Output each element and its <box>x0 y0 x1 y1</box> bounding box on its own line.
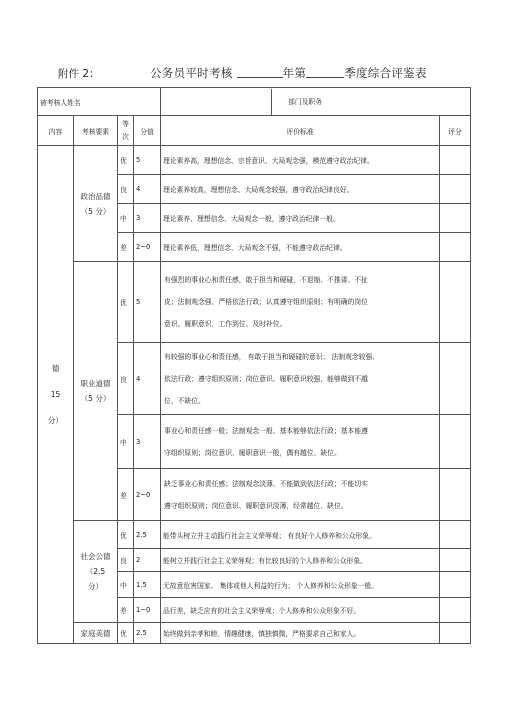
quarter-blank <box>306 67 344 78</box>
criteria-cell: 有较强的事业心和责任感， 有敢于担当和硬碰的意识； 法制观念较强、 依法行政；遵守组织原则；岗位意识、履职意识较强，能够做到不越 位、不缺位。 <box>161 343 440 415</box>
title-part-2: 年第 <box>282 66 307 80</box>
grade-cell: 优 <box>118 146 134 175</box>
col-content: 内容 <box>38 116 74 146</box>
title-part-1: 公务员平时考核 <box>150 66 233 80</box>
professional-element: 职业道德 （5 分） <box>74 262 118 521</box>
score-cell: 5 <box>134 146 161 175</box>
score-cell: 3 <box>134 415 161 469</box>
criteria-cell: 能带头树立并主动践行社会主义荣辱观； 有良好个人修养和公众形象。 <box>161 521 440 549</box>
rating-input-cell[interactable] <box>440 204 471 233</box>
annex-label: 附件 2： <box>58 68 100 80</box>
criteria-cell: 理论素养高，理想信念、宗旨意识、大局观念强，模范遵守政治纪律。 <box>161 146 440 175</box>
score-cell: 2.5 <box>134 623 161 644</box>
score-cell: 2~0 <box>134 469 161 521</box>
grade-cell: 优 <box>118 623 134 644</box>
social-element: 社会公德 （2.5 分） <box>74 521 118 623</box>
rating-input-cell[interactable] <box>440 598 471 623</box>
criteria-cell: 事业心和责任感一般；法制观念一般、基本能够依法行政；基本能遵 守组织原则；岗位意识、履职意识一般，偶有越位、缺位。 <box>161 415 440 469</box>
de-section-label: 德 15 分） <box>38 146 74 644</box>
score-cell: 4 <box>134 175 161 204</box>
criteria-cell: 无故意危害国家、 集体或他人利益的行为； 个人修养和公众形象一般。 <box>161 572 440 598</box>
evaluation-table <box>37 87 471 644</box>
table-row <box>38 146 471 175</box>
grade-cell: 中 <box>118 204 134 233</box>
criteria-cell: 理论素养较高，理想信念、大局观念较强，遵守政治纪律良好。 <box>161 175 440 204</box>
score-cell: 4 <box>134 343 161 415</box>
criteria-cell: 有强烈的事业心和责任感，敢于担当和硬碰，不退缩、不推诿、不扯 皮；法制观念强、严格依法行政；认真遵守组织原则；有明确的岗位 意识、履职意识，工作到位、及时补位。 <box>161 262 440 343</box>
table-row <box>38 623 471 644</box>
dept-label: 部门及职务 <box>288 97 323 106</box>
document-header <box>0 66 505 86</box>
grade-cell: 良 <box>118 175 134 204</box>
criteria-cell: 缺乏事业心和责任感；法制观念淡薄、不能做到依法行政；不能切实 遵守组织原则；岗位意识、履职意识淡薄，经常越位、缺位。 <box>161 469 440 521</box>
rating-input-cell[interactable] <box>440 623 471 644</box>
col-element: 考核要素 <box>74 116 118 146</box>
col-score: 分值 <box>134 116 161 146</box>
name-row <box>38 88 471 116</box>
rating-input-cell[interactable] <box>440 549 471 572</box>
year-blank <box>237 67 283 78</box>
family-element: 家庭美德 <box>74 623 118 644</box>
rating-input-cell[interactable] <box>440 343 471 415</box>
table-row <box>38 521 471 549</box>
col-grade: 等 次 <box>118 116 134 146</box>
rating-input-cell[interactable] <box>440 415 471 469</box>
score-cell: 2~0 <box>134 233 161 262</box>
grade-cell: 差 <box>118 598 134 623</box>
grade-cell: 优 <box>118 521 134 549</box>
grade-cell: 良 <box>118 549 134 572</box>
rating-input-cell[interactable] <box>440 146 471 175</box>
score-cell: 1.5 <box>134 572 161 598</box>
criteria-cell: 品行差，缺乏应有的社会主义荣辱观；个人修养和公众形象不好。 <box>161 598 440 623</box>
grade-cell: 优 <box>118 262 134 343</box>
table-row <box>38 262 471 343</box>
rating-input-cell[interactable] <box>440 521 471 549</box>
criteria-cell: 理论素养、理想信念、大局观念一般，遵守政治纪律一般。 <box>161 204 440 233</box>
score-cell: 2 <box>134 549 161 572</box>
dept-cell <box>161 88 471 116</box>
score-cell: 1~0 <box>134 598 161 623</box>
rating-input-cell[interactable] <box>440 175 471 204</box>
name-label: 被考核人姓名 <box>38 88 161 116</box>
form-title <box>150 65 427 81</box>
score-cell: 3 <box>134 204 161 233</box>
name-value-blank[interactable] <box>163 89 272 115</box>
criteria-cell: 始终做到亲孝和睦、情趣健康、慎独慎微，严格要求自己和家人。 <box>161 623 440 644</box>
rating-input-cell[interactable] <box>440 469 471 521</box>
grade-cell: 差 <box>118 233 134 262</box>
title-part-3: 季度综合评鉴表 <box>344 66 427 80</box>
rating-input-cell[interactable] <box>440 572 471 598</box>
criteria-cell: 能树立并践行社会主义荣辱观；有比较良好的个人修养和公众形象。 <box>161 549 440 572</box>
col-criteria: 评价标准 <box>161 116 440 146</box>
rating-input-cell[interactable] <box>440 233 471 262</box>
col-rating: 评分 <box>440 116 471 146</box>
grade-cell: 差 <box>118 469 134 521</box>
grade-cell: 良 <box>118 343 134 415</box>
score-cell: 5 <box>134 262 161 343</box>
column-header-row <box>38 116 471 146</box>
grade-cell: 中 <box>118 415 134 469</box>
criteria-cell: 理论素养低，理想信念、大局观念不强，不能遵守政治纪律。 <box>161 233 440 262</box>
grade-cell: 中 <box>118 572 134 598</box>
rating-input-cell[interactable] <box>440 262 471 343</box>
political-element: 政治品德 （5 分） <box>74 146 118 262</box>
score-cell: 2.5 <box>134 521 161 549</box>
